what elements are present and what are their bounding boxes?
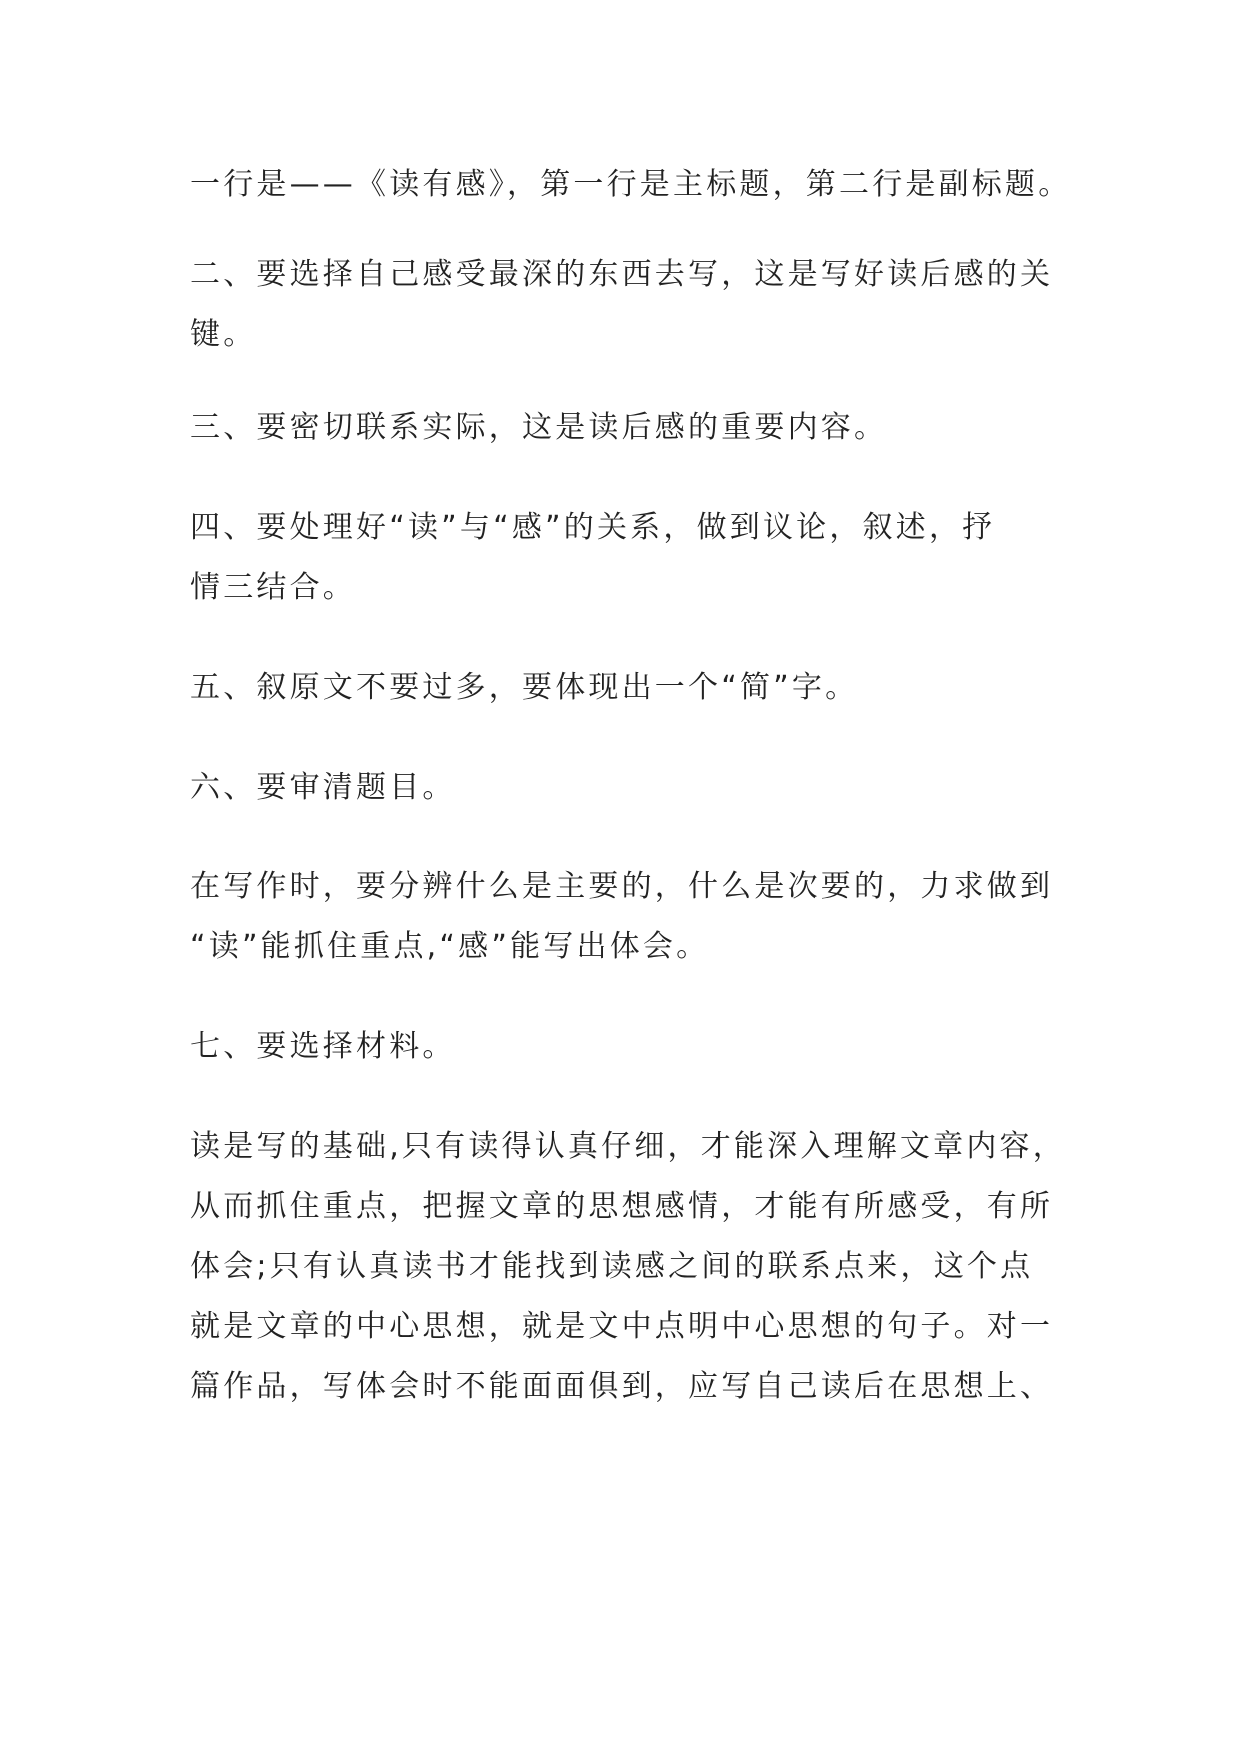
paragraph-reading-foundation — [190, 1117, 1070, 1417]
paragraph-point-three — [190, 398, 1070, 458]
paragraph-point-seven — [190, 1017, 1070, 1077]
text-line: 一行是——《读有感》，第一行是主标题，第二行是副标题。 — [190, 167, 1072, 202]
text-line: 七、要选择材料。 — [190, 1029, 456, 1064]
text-line: 读是写的基础,只有读得认真仔细，才能深入理解文章内容， — [190, 1129, 1066, 1164]
text-line: “读”能抓住重点,“感”能写出体会。 — [190, 929, 710, 964]
text-line: 体会;只有认真读书才能找到读感之间的联系点来，这个点 — [190, 1249, 1034, 1284]
paragraph-point-two — [190, 245, 1070, 365]
paragraph-point-four — [190, 498, 1070, 618]
text-line: 从而抓住重点，把握文章的思想感情，才能有所感受，有所 — [190, 1189, 1054, 1224]
paragraph-point-six — [190, 758, 1070, 818]
text-line: 五、叙原文不要过多，要体现出一个“简”字。 — [190, 670, 859, 705]
text-line: 二、要选择自己感受最深的东西去写，这是写好读后感的关 — [190, 257, 1054, 292]
text-line: 情三结合。 — [190, 570, 356, 605]
text-line: 键。 — [190, 317, 257, 352]
text-line: 三、要密切联系实际，这是读后感的重要内容。 — [190, 410, 888, 445]
paragraph-point-five — [190, 658, 1070, 718]
paragraph-writing-advice — [190, 857, 1070, 977]
paragraph-title-format — [190, 155, 1070, 215]
text-line: 篇作品，写体会时不能面面俱到，应写自己读后在思想上、 — [190, 1369, 1054, 1404]
text-line: 六、要审清题目。 — [190, 770, 456, 805]
text-line: 四、要处理好“读”与“感”的关系，做到议论，叙述，抒 — [190, 510, 996, 545]
text-line: 就是文章的中心思想，就是文中点明中心思想的句子。对一 — [190, 1309, 1054, 1344]
text-line: 在写作时，要分辨什么是主要的，什么是次要的，力求做到 — [190, 869, 1054, 904]
